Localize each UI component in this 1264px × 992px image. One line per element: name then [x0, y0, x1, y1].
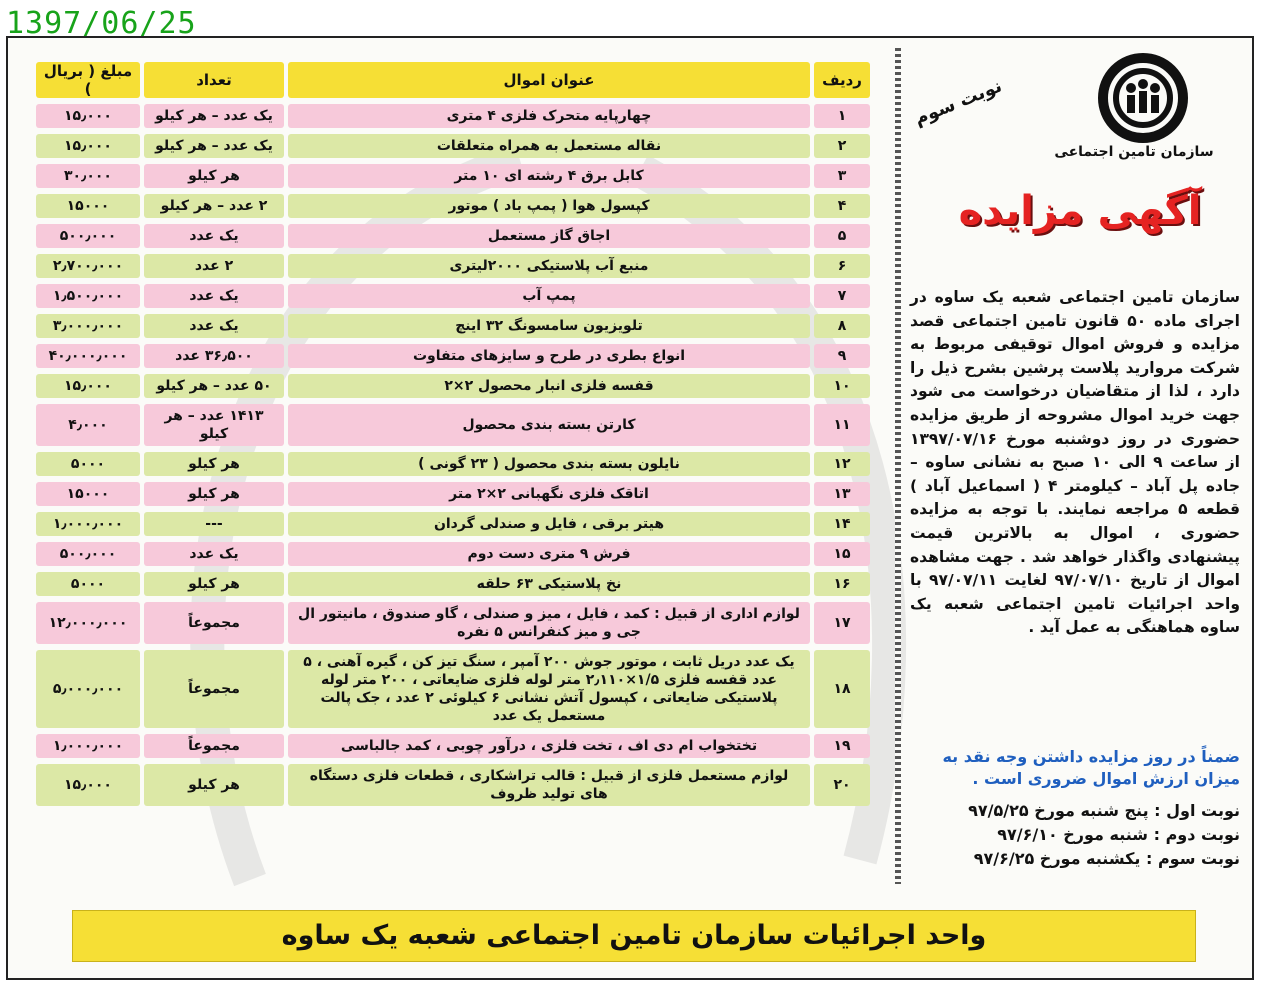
- item-title: نخ پلاستیکی ۶۳ حلقه: [288, 572, 810, 596]
- item-title: یک عدد دریل ثابت ، موتور جوش ۲۰۰ آمپر ، سنگ تیز کن ، گیره آهنی ، ۵ عدد قفسه فلزی ۱/۵×۲٫۱۱۰ متر لوله فلزی ضایعاتی ، ۲۰۰ متر لوله پلاستیکی ضایعاتی ، کپسول آتش نشانی ۶ کیلوئی ۲ عدد ، جک پالت مستعمل یک عدد: [288, 650, 810, 728]
- table-row: [36, 284, 870, 308]
- item-qty: یک عدد: [144, 284, 284, 308]
- item-amount: ۱۵٫۰۰۰: [36, 764, 140, 806]
- item-title: فرش ۹ متری دست دوم: [288, 542, 810, 566]
- col-amount-header: مبلغ ( بریال ): [36, 62, 140, 98]
- item-qty: ۵۰ عدد – هر کیلو: [144, 374, 284, 398]
- table-row: [36, 650, 870, 728]
- col-row-header: ردیف: [814, 62, 870, 98]
- item-title: انواع بطری در طرح و سایزهای متفاوت: [288, 344, 810, 368]
- item-title: منبع آب پلاستیکی ۲۰۰۰لیتری: [288, 254, 810, 278]
- row-number: ۸: [814, 314, 870, 338]
- row-number: ۱۱: [814, 404, 870, 446]
- cash-notice: ضمناً در روز مزایده داشتن وجه نقد به میزان ارزش اموال ضروری است .: [942, 747, 1240, 788]
- item-title: نقاله مستعمل به همراه متعلقات: [288, 134, 810, 158]
- item-qty: هر کیلو: [144, 452, 284, 476]
- table-row: [36, 134, 870, 158]
- item-title: تختخواب ام دی اف ، تخت فلزی ، درآور چوبی ، کمد جالباسی: [288, 734, 810, 758]
- organization-name: سازمان تامین اجتماعی: [1054, 144, 1214, 160]
- item-amount: ۲٫۷۰۰٫۰۰۰: [36, 254, 140, 278]
- item-qty: ۲ عدد: [144, 254, 284, 278]
- item-amount: ۵۰۰٫۰۰۰: [36, 542, 140, 566]
- item-title: اتاقک فلزی نگهبانی ۲×۲ متر: [288, 482, 810, 506]
- row-number: ۱۲: [814, 452, 870, 476]
- item-title: چهارپایه متحرک فلزی ۴ متری: [288, 104, 810, 128]
- item-amount: ۱۵۰۰۰: [36, 482, 140, 506]
- table-header-row: [36, 62, 870, 98]
- item-title: لوازم اداری از قبیل : کمد ، فایل ، میز و صندلی ، گاو صندوق ، مانیتور ال جی و میز کنفرانس ۵ نفره: [288, 602, 810, 644]
- item-amount: ۴٫۰۰۰: [36, 404, 140, 446]
- column-divider: [895, 48, 901, 884]
- col-title-header: عنوان اموال: [288, 62, 810, 98]
- item-title: لوازم مستعمل فلزی از قبیل : قالب تراشکاری ، قطعات فلزی دستگاه های تولید ظروف: [288, 764, 810, 806]
- item-amount: ۱۵٫۰۰۰: [36, 374, 140, 398]
- row-number: ۱۹: [814, 734, 870, 758]
- table-row: [36, 104, 870, 128]
- table-row: [36, 314, 870, 338]
- table-row: [36, 512, 870, 536]
- item-qty: یک عدد – هر کیلو: [144, 104, 284, 128]
- item-qty: هر کیلو: [144, 764, 284, 806]
- item-title: کابل برق ۴ رشته ای ۱۰ متر: [288, 164, 810, 188]
- item-amount: ۱۵۰۰۰: [36, 194, 140, 218]
- row-number: ۷: [814, 284, 870, 308]
- round-one: نوبت اول : پنج شنبه مورخ ۹۷/۵/۲۵: [968, 801, 1240, 820]
- row-number: ۲: [814, 134, 870, 158]
- item-qty: مجموعاً: [144, 650, 284, 728]
- item-amount: ۱۵٫۰۰۰: [36, 104, 140, 128]
- item-qty: یک عدد – هر کیلو: [144, 134, 284, 158]
- date-stamp: 1397/06/25: [6, 6, 197, 41]
- round-three: نوبت سوم : یکشنبه مورخ ۹۷/۶/۲۵: [973, 849, 1240, 868]
- row-number: ۱۳: [814, 482, 870, 506]
- round-tag: نوبت سوم: [911, 75, 1005, 130]
- row-number: ۱۸: [814, 650, 870, 728]
- row-number: ۶: [814, 254, 870, 278]
- table-row: [36, 404, 870, 446]
- table-row: [36, 164, 870, 188]
- item-title: نایلون بسته بندی محصول ( ۲۳ گونی ): [288, 452, 810, 476]
- item-amount: ۱۵٫۰۰۰: [36, 134, 140, 158]
- item-amount: ۴۰٫۰۰۰٫۰۰۰: [36, 344, 140, 368]
- row-number: ۱۰: [814, 374, 870, 398]
- table-row: [36, 254, 870, 278]
- item-qty: هر کیلو: [144, 482, 284, 506]
- item-qty: هر کیلو: [144, 164, 284, 188]
- table-row: [36, 194, 870, 218]
- item-amount: ۵۰۰۰: [36, 452, 140, 476]
- item-qty: یک عدد: [144, 314, 284, 338]
- footer-banner: واحد اجرائیات سازمان تامین اجتماعی شعبه یک ساوه: [72, 910, 1196, 962]
- row-number: ۱۷: [814, 602, 870, 644]
- item-qty: یک عدد: [144, 542, 284, 566]
- table-row: [36, 452, 870, 476]
- row-number: ۴: [814, 194, 870, 218]
- row-number: ۳: [814, 164, 870, 188]
- item-amount: ۳۰٫۰۰۰: [36, 164, 140, 188]
- round-two: نوبت دوم : شنبه مورخ ۹۷/۶/۱۰: [997, 825, 1240, 844]
- table-row: [36, 224, 870, 248]
- item-amount: ۵۰۰٫۰۰۰: [36, 224, 140, 248]
- item-amount: ۳٫۰۰۰٫۰۰۰: [36, 314, 140, 338]
- row-number: ۹: [814, 344, 870, 368]
- table-row: [36, 734, 870, 758]
- table-row: [36, 572, 870, 596]
- table-row: [36, 764, 870, 806]
- item-qty: مجموعاً: [144, 602, 284, 644]
- item-title: کپسول هوا ( پمپ باد ) موتور: [288, 194, 810, 218]
- auction-items-table: [32, 56, 874, 812]
- item-qty: ---: [144, 512, 284, 536]
- row-number: ۱: [814, 104, 870, 128]
- item-qty: ۲ عدد – هر کیلو: [144, 194, 284, 218]
- row-number: ۲۰: [814, 764, 870, 806]
- announcement-body: سازمان تامین اجتماعی شعبه یک ساوه در اجرای ماده ۵۰ قانون تامین اجتماعی قصد مزایده و فروش اموال توقیفی مربوط به شرکت مروارید پلاست پرشین بشرح ذیل را دارد ، لذا از متقاضیان درخواست می شود جهت خرید اموال مشروحه از طریق مزایده حضوری در روز دوشنبه مورخ ۱۳۹۷/۰۷/۱۶ از ساعت ۹ الی ۱۰ صبح به نشانی ساوه – جاده پل آباد – کیلومتر ۴ ( اسماعیل آباد ) قطعه ۵ مراجعه نمایند. با توجه به مزایده حضوری ، اموال به بالاترین قیمت پیشنهادی واگذار خواهد شد . جهت مشاهده اموال از تاریخ ۹۷/۰۷/۱۰ لغایت ۹۷/۰۷/۱۱ با واحد اجرائیات تامین اجتماعی شعبه یک ساوه هماهنگی به عمل آید .: [910, 288, 1241, 637]
- item-qty: یک عدد: [144, 224, 284, 248]
- item-title: پمپ آب: [288, 284, 810, 308]
- item-qty: ۳۶٫۵۰۰ عدد: [144, 344, 284, 368]
- table-row: [36, 602, 870, 644]
- table-row: [36, 542, 870, 566]
- item-title: تلویزیون سامسونگ ۳۲ اینچ: [288, 314, 810, 338]
- table-row: [36, 482, 870, 506]
- col-qty-header: تعداد: [144, 62, 284, 98]
- item-qty: ۱۴۱۳ عدد – هر کیلو: [144, 404, 284, 446]
- table-row: [36, 344, 870, 368]
- item-title: کارتن بسته بندی محصول: [288, 404, 810, 446]
- row-number: ۵: [814, 224, 870, 248]
- item-title: هیتر برقی ، فایل و صندلی گردان: [288, 512, 810, 536]
- item-title: قفسه فلزی انبار محصول ۲×۲: [288, 374, 810, 398]
- item-amount: ۱٫۵۰۰٫۰۰۰: [36, 284, 140, 308]
- row-number: ۱۴: [814, 512, 870, 536]
- item-amount: ۵٫۰۰۰٫۰۰۰: [36, 650, 140, 728]
- row-number: ۱۶: [814, 572, 870, 596]
- item-amount: ۱٫۰۰۰٫۰۰۰: [36, 512, 140, 536]
- item-qty: مجموعاً: [144, 734, 284, 758]
- auction-headline: آگهی مزایده: [958, 188, 1202, 234]
- item-title: اجاق گاز مستعمل: [288, 224, 810, 248]
- item-amount: ۱٫۰۰۰٫۰۰۰: [36, 734, 140, 758]
- item-qty: هر کیلو: [144, 572, 284, 596]
- row-number: ۱۵: [814, 542, 870, 566]
- item-amount: ۱۲٫۰۰۰٫۰۰۰: [36, 602, 140, 644]
- item-amount: ۵۰۰۰: [36, 572, 140, 596]
- table-row: [36, 374, 870, 398]
